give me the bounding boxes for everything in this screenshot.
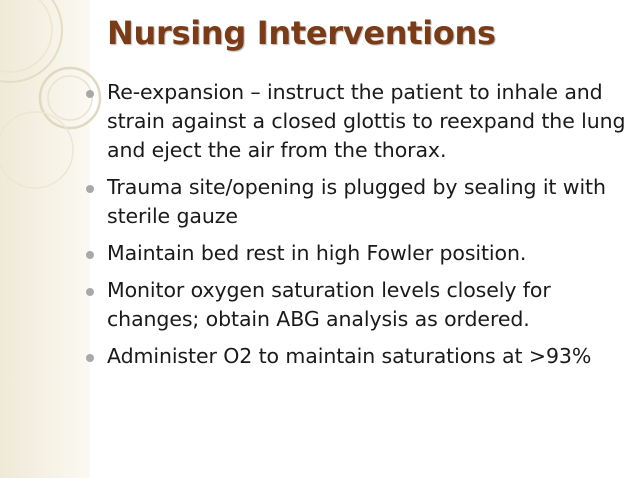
- bullet-marker-icon: [86, 185, 94, 193]
- bullet-marker-icon: [86, 288, 94, 296]
- bullet-item: [83, 276, 628, 334]
- bullet-text: Maintain bed rest in high Fowler position.: [107, 241, 527, 265]
- bullet-marker-icon: [86, 251, 94, 259]
- bullet-item: [83, 78, 628, 165]
- bullet-item: [83, 239, 628, 268]
- slide-title: Nursing Interventions: [107, 14, 496, 52]
- bullet-list: [83, 78, 628, 379]
- bullet-text: Re-expansion – instruct the patient to inhale and strain against a closed glottis to reexpand the lung and eject the air from the thorax.: [107, 80, 626, 162]
- bullet-marker-icon: [86, 354, 94, 362]
- bullet-text: Trauma site/opening is plugged by sealing it with sterile gauze: [107, 175, 606, 228]
- bullet-marker-icon: [86, 90, 94, 98]
- bullet-item: [83, 342, 628, 371]
- bullet-item: [83, 173, 628, 231]
- bullet-text: Administer O2 to maintain saturations at >93%: [107, 344, 592, 368]
- bullet-text: Monitor oxygen saturation levels closely for changes; obtain ABG analysis as ordered.: [107, 278, 551, 331]
